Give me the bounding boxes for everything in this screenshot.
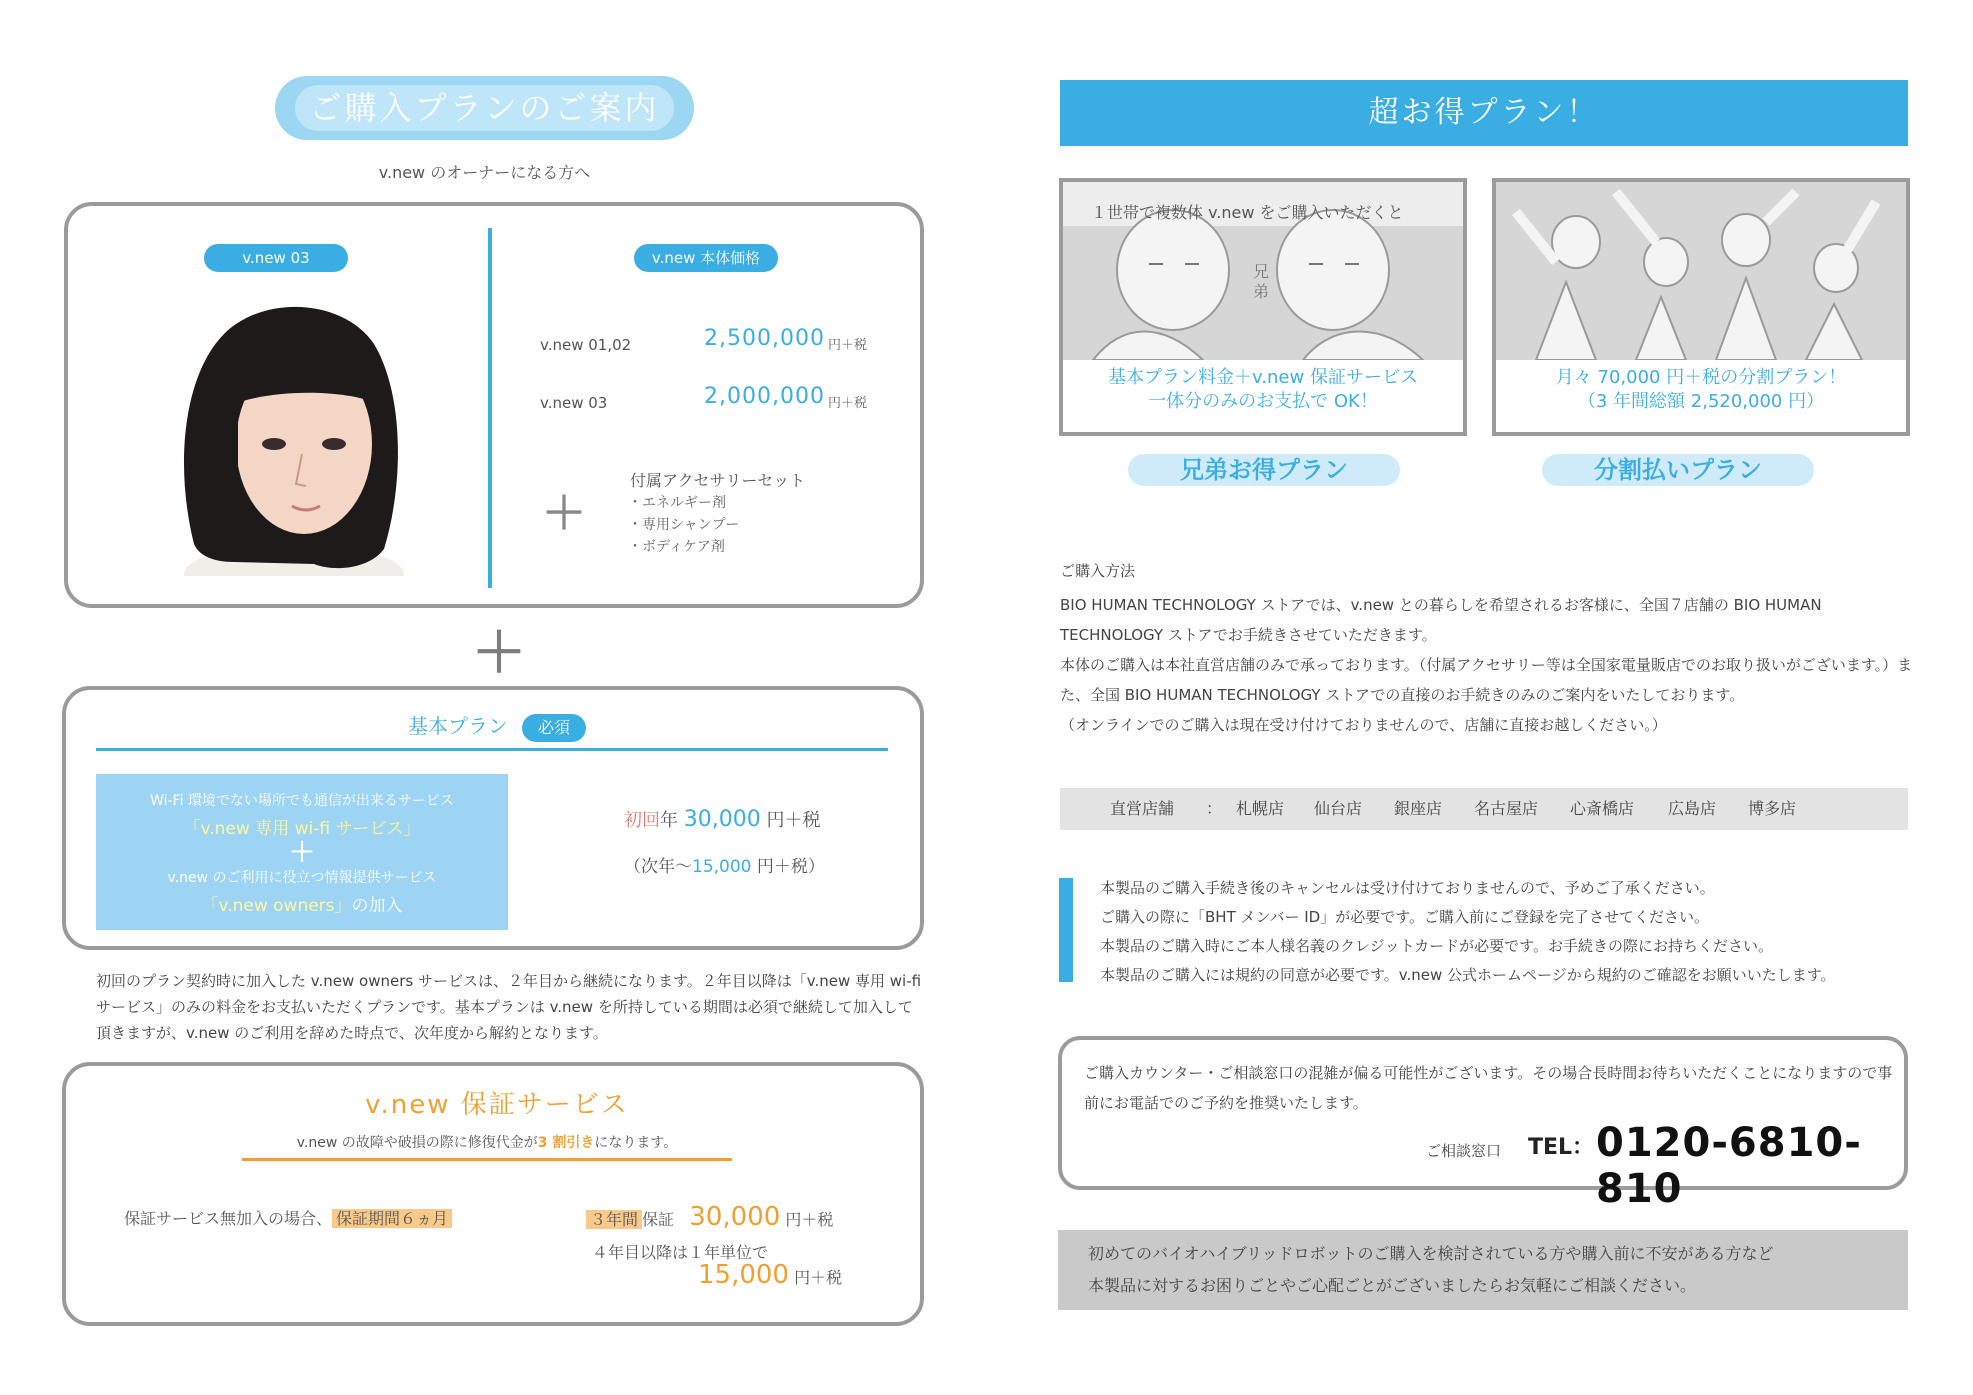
service-plus: ＋ — [288, 838, 315, 868]
basic-plan-note: 初回のプラン契約時に加入した v.new owners サービスは、２年目から継続になります。２年目以降は「v.new 専用 wi-fi サービス」のみの料金をお支払いただくプランです。基本プランは v.new を所持している期間は必須で継続して加入して頂きますが、v.new のご利用を辞めた時点で、次年度から解約となります。 — [96, 972, 922, 1042]
basic-plan-rule — [96, 748, 888, 751]
consultation-line-2: 本製品に対するお困りごとやご心配ごとがございましたらお気軽にご相談ください。 — [1088, 1276, 1697, 1295]
store-list-sep: ： — [1206, 799, 1223, 818]
no-warranty-text — [124, 1206, 452, 1229]
consultation-note — [1058, 1230, 1908, 1310]
accessory-item-energy: ・エネルギー剤 — [628, 495, 726, 511]
fourth-year-price — [698, 1260, 842, 1290]
price-tax-03: 円＋税 — [828, 396, 868, 411]
owners-join: の加入 — [351, 896, 403, 916]
warranty-title: v.new 保証サービス — [365, 1090, 629, 1120]
three-year-label: ３年間 — [586, 1210, 642, 1229]
installment-illustration — [1496, 182, 1906, 360]
installment-text-2: （3 年間総額 2,520,000 円） — [1577, 391, 1825, 412]
price-value-03: 2,000,000 — [704, 384, 825, 409]
store-list — [1060, 788, 1908, 830]
contact-tel-label: TEL： — [1528, 1135, 1595, 1160]
notice-item-member-id: ご購入の際に「BHT メンバー ID」が必要です。ご購入前にご登録を完了させてください。 — [1100, 908, 1709, 926]
notice-item-cancel: 本製品のご購入手続き後のキャンセルは受け付けておりませんので、予めご了承ください。 — [1100, 879, 1715, 897]
fourth-year-text: ４年目以降は１年単位で — [592, 1243, 769, 1262]
required-badge: 必須 — [522, 714, 586, 742]
purchase-method — [1060, 556, 1920, 740]
first-year-word: 年 — [660, 810, 678, 831]
price-pill: v.new 本体価格 — [634, 244, 778, 272]
store-sapporo: 札幌店 — [1236, 799, 1285, 818]
consultation-line-1: 初めてのバイオハイブリッドロボットのご購入を検討されている方や購入前に不安がある方など — [1088, 1244, 1774, 1263]
contact-label: ご相談窓口 — [1426, 1142, 1502, 1160]
sibling-caption: １世帯で複数体 v.new をご購入いただくと — [1091, 203, 1404, 222]
sibling-plan-pill: 兄弟お得プラン — [1128, 454, 1400, 486]
accessory-plus: ＋ — [542, 488, 586, 539]
fourth-year-tax: 円＋税 — [794, 1268, 843, 1287]
store-shinsaibashi: 心斎橋店 — [1570, 799, 1635, 818]
special-plan-banner: 超お得プラン！ — [1060, 80, 1908, 146]
fourth-year-value: 15,000 — [698, 1260, 789, 1290]
installment-text-1: 月々 70,000 円＋税の分割プラン！ — [1555, 367, 1847, 388]
contact-text: ご購入カウンター・ご相談窓口の混雑が偏る可能性がございます。その場合長時間お待ちいただくことになりますので事前にお電話でのご予約を推奨いたします。 — [1084, 1064, 1893, 1112]
warranty-discount: 3 割引き — [537, 1135, 595, 1151]
purchase-method-body-3: （オンラインでのご購入は現在受け付けておりませんので、店舗に直接お越しください。） — [1060, 716, 1667, 734]
service-line-owners-desc: v.new のご利用に役立つ情報提供サービス — [167, 870, 437, 886]
three-year-warranty — [586, 1202, 833, 1232]
first-year-tax: 円＋税 — [766, 810, 821, 831]
first-year-price — [624, 806, 820, 832]
warranty-sub-a: v.new の故障や破損の際に修復代金が — [296, 1135, 538, 1151]
purchase-method-heading: ご購入方法 — [1060, 562, 1136, 580]
next-year-tax: 円＋税） — [756, 857, 825, 877]
service-line-wifi-desc: Wi-Fi 環境でない場所でも通信が出来るサービス — [150, 793, 454, 809]
product-card — [64, 202, 924, 608]
service-line-wifi-name: 「v.new 専用 wi-fi サービス」 — [183, 819, 421, 839]
no-warranty-a: 保証サービス無加入の場合、 — [124, 1209, 333, 1228]
contact-phone-number[interactable]: 0120-6810-810 — [1596, 1120, 1862, 1212]
price-tax-0102: 円＋税 — [828, 338, 868, 353]
contact-box — [1058, 1036, 1908, 1212]
installment-promo-text — [1496, 366, 1906, 414]
three-year-tax: 円＋税 — [785, 1210, 834, 1229]
notice-accent-bar — [1059, 878, 1073, 982]
accessory-title: 付属アクセサリーセット — [630, 471, 806, 490]
accessory-item-shampoo: ・専用シャンプー — [628, 517, 740, 533]
owners-name: 「v.new owners」 — [201, 896, 352, 916]
next-year-value: 15,000 — [692, 857, 752, 877]
service-box — [96, 774, 508, 930]
title-pill — [275, 76, 694, 140]
notice-item-credit-card: 本製品のご購入時にご本人様名義のクレジットカードが必要です。お手続きの際にお持ちください。 — [1100, 937, 1773, 955]
basic-plan-title: 基本プラン — [407, 714, 508, 738]
warranty-rule — [242, 1158, 732, 1161]
service-line-owners-name — [96, 891, 508, 916]
store-nagoya: 名古屋店 — [1474, 799, 1539, 818]
price-label-03: v.new 03 — [540, 394, 608, 412]
price-label-0102: v.new 01,02 — [540, 336, 632, 354]
purchase-method-body-1: BIO HUMAN TECHNOLOGY ストアでは、v.new との暮らしを希望されるお客様に、全国７店舗の BIO HUMAN TECHNOLOGY ストアでお手続きさせていただきます。 — [1060, 596, 1822, 644]
installment-plan-pill: 分割払いプラン — [1542, 454, 1814, 486]
purchase-method-body-2: 本体のご購入は本社直営店舗のみで承っております。（付属アクセサリー等は全国家電量販店でのお取り扱いがございます。）また、全国 BIO HUMAN TECHNOLOGY ストアでの直接のお手続きのみのご案内をいたしております。 — [1060, 656, 1913, 704]
warranty-sub-c: になります。 — [594, 1135, 678, 1151]
basic-plan-card — [62, 686, 924, 950]
first-year-prefix: 初回 — [624, 810, 660, 831]
first-year-value: 30,000 — [683, 807, 761, 832]
price-value-0102: 2,500,000 — [704, 326, 825, 351]
purchase-notices — [1100, 874, 1920, 990]
store-list-label: 直営店舗 — [1110, 799, 1175, 818]
sibling-plan-promo — [1059, 178, 1467, 436]
store-sendai: 仙台店 — [1314, 799, 1363, 818]
no-warranty-period: 保証期間６ヵ月 — [332, 1209, 452, 1228]
sibling-text-1: 基本プラン料金＋v.new 保証サービス — [1108, 367, 1418, 388]
three-year-word: 保証 — [642, 1210, 675, 1229]
store-hiroshima: 広島店 — [1668, 799, 1717, 818]
next-year-prefix: （次年～ — [624, 857, 692, 877]
combine-plus: ＋ — [472, 621, 526, 684]
accessory-item-bodycare: ・ボディケア剤 — [628, 539, 725, 555]
store-hakata: 博多店 — [1748, 799, 1797, 818]
notice-item-terms: 本製品のご購入には規約の同意が必要です。v.new 公式ホームページから規約のご確認をお願いいたします。 — [1100, 966, 1836, 984]
product-portrait-image — [154, 294, 414, 576]
next-year-price — [624, 852, 825, 877]
page-subtitle: v.new のオーナーになる方へ — [378, 163, 591, 182]
store-ginza: 銀座店 — [1394, 799, 1443, 818]
sibling-text-2: 一体分のみのお支払で OK！ — [1148, 391, 1378, 412]
page-title: ご購入プランのご案内 — [295, 85, 674, 131]
model-pill: v.new 03 — [204, 244, 348, 272]
warranty-subtitle — [242, 1132, 732, 1152]
sibling-vertical-label: 兄弟 — [1253, 262, 1270, 301]
three-year-value: 30,000 — [689, 1202, 781, 1232]
basic-plan-heading — [66, 710, 928, 742]
warranty-card — [62, 1062, 924, 1326]
card-divider — [488, 228, 492, 588]
sibling-promo-text — [1063, 366, 1463, 414]
installment-plan-promo — [1492, 178, 1910, 436]
